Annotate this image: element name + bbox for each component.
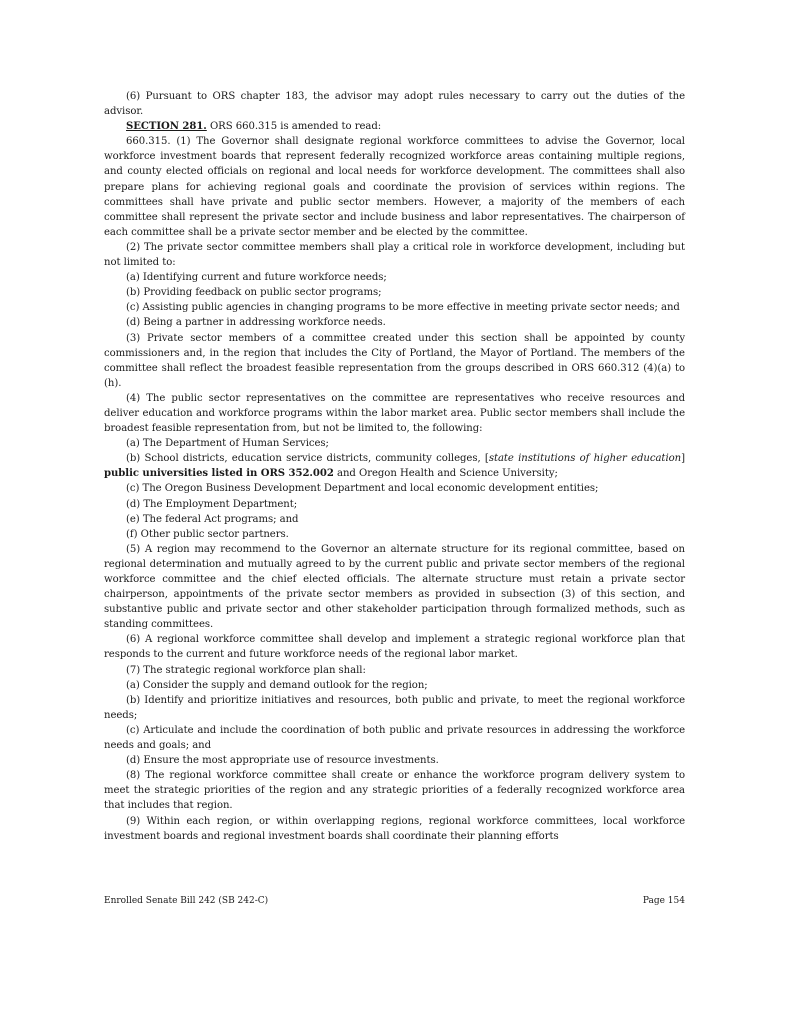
paragraph: (d) The Employment Department; [126,498,298,510]
paragraph: (a) The Department of Human Services; [126,438,329,450]
added-text: public universities listed in ORS 352.002 [104,468,334,480]
section-number: SECTION 281. [126,121,207,133]
paragraph: (b) Providing feedback on public sector programs; [126,287,382,299]
paragraph: (c) Articulate and include the coordination of both public and private resources in addressing the workforce needs and goals; and [104,724,685,752]
paragraph: (2) The private sector committee members shall play a critical role in workforce development, including but not limited to: [104,241,685,269]
paragraph: (c) The Oregon Business Development Department and local economic development entities; [126,483,599,495]
paragraph: (6) Pursuant to ORS chapter 183, the advisor may adopt rules necessary to carry out the duties of the advisor. [104,91,685,118]
section-heading-line [104,119,685,134]
paragraph: (e) The federal Act programs; and [126,513,299,525]
paragraph: (5) A region may recommend to the Governor an alternate structure for its regional committee, based on regional determination and mutually agreed to by the current public and private sector members of the regional workforce committee and the chief elected officials. The alternate structure must retain a private sector chairperson, appointments of the private sector members as provided in subsection (3) of this section, and substantive public and private sector and other stakeholder participation through formalized methods, such as standing committees. [104,543,685,631]
paragraph: (a) Consider the supply and demand outlook for the region; [126,679,428,691]
page-number: Page 154 [642,896,685,906]
paragraph: 660.315. (1) The Governor shall designate regional workforce committees to advise the Governor, local workforce investment boards that represent federally recognized workforce areas containing multiple regions, and county elected officials on regional and local needs for workforce development. The committees shall also prepare plans for achieving regional goals and coordinate the provision of services within regions. The committees shall have private and public sector members. However, a majority of the members of each committee shall represent the private sector and include business and labor representatives. The chairperson of each committee shall be a private sector member and be elected by the committee. [104,136,685,238]
paragraph: (7) The strategic regional workforce plan shall: [126,664,366,676]
paragraph: (6) A regional workforce committee shall develop and implement a strategic regional workforce plan that responds to the current and future workforce needs of the regional labor market. [104,634,685,661]
paragraph: (c) Assisting public agencies in changing programs to be more effective in meeting private sector needs; and [126,302,680,314]
amended-paragraph: (b) School districts, education service districts, community colleges, [state institutions of higher education] public universities listed in ORS 352.002 and Oregon Health and Science University; [104,453,685,480]
section-intro: ORS 660.315 is amended to read: [206,121,382,133]
paragraph: (b) Identify and prioritize initiatives and resources, both public and private, to meet the regional workforce needs; [104,694,685,721]
paragraph: (f) Other public sector partners. [126,528,289,540]
paragraph: (d) Being a partner in addressing workforce needs. [126,317,386,329]
bill-identifier: Enrolled Senate Bill 242 (SB 242-C) [104,896,269,906]
page-footer [104,896,685,906]
paragraph: (9) Within each region, or within overlapping regions, regional workforce committees, local workforce investment boards and regional investment boards shall coordinate their planning efforts [104,815,685,842]
paragraph: (3) Private sector members of a committee created under this section shall be appointed by county commissioners and, in the region that includes the City of Portland, the Mayor of Portland. The members of the committee shall reflect the broadest feasible representation from the groups described in ORS 660.312 (4)(a) to (h). [104,332,685,389]
paragraph: (8) The regional workforce committee shall create or enhance the workforce program delivery system to meet the strategic priorities of the region and any strategic priorities of a federally recognized workforce area that includes that region. [104,770,685,812]
paragraph: (4) The public sector representatives on the committee are representatives who receive resources and deliver education and workforce programs within the labor market area. Public sector members shall include the broadest feasible representation from, but not be limited to, the following: [104,392,685,435]
bill-text [104,89,685,844]
paragraph: (d) Ensure the most appropriate use of resource investments. [126,755,439,767]
deleted-text: state institutions of higher education [488,453,682,465]
paragraph: (a) Identifying current and future workforce needs; [126,272,387,284]
